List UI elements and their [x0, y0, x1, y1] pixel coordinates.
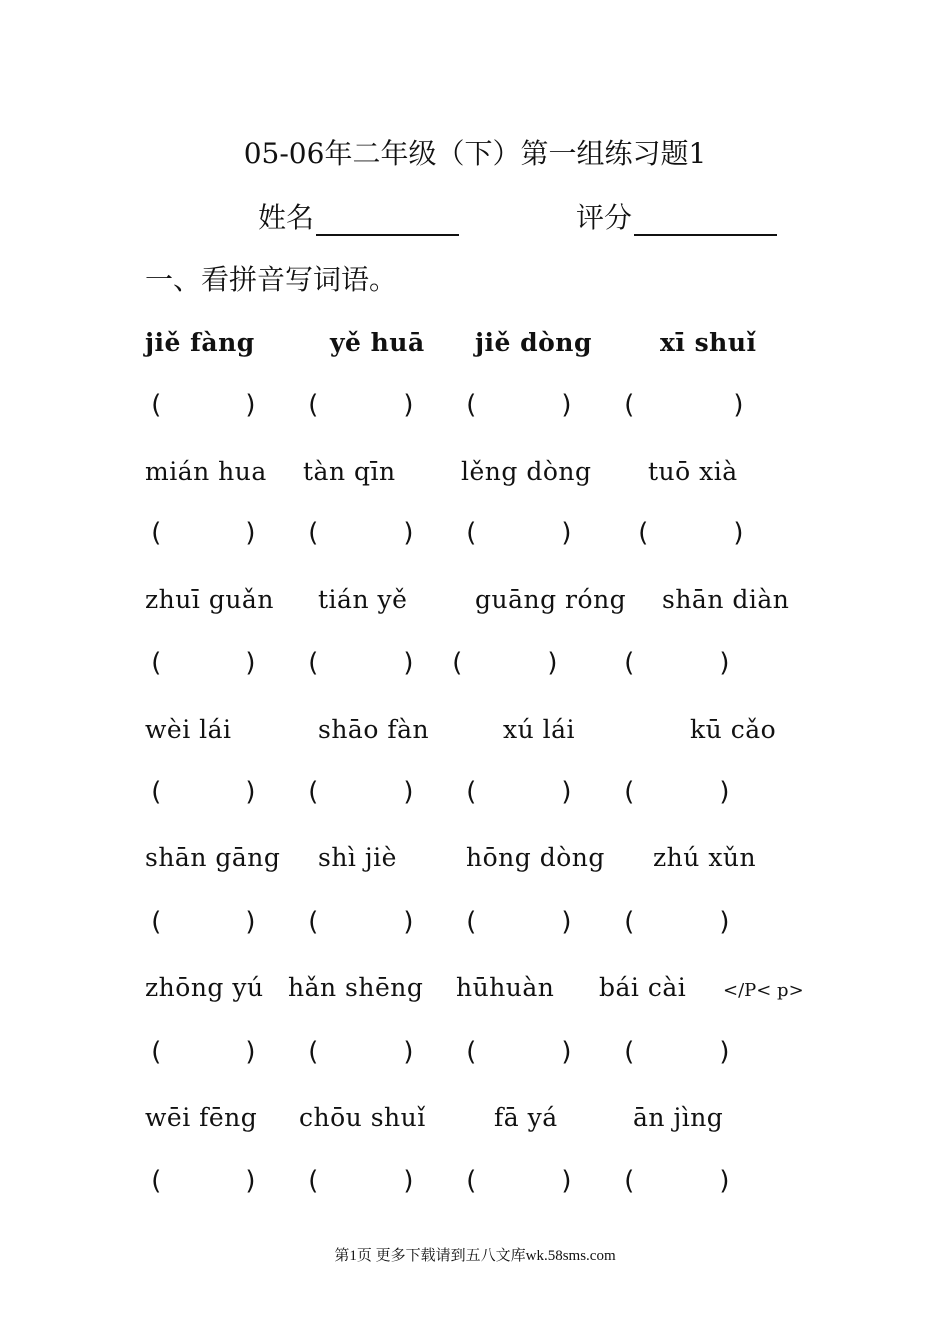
paren-open: ( — [305, 1166, 321, 1196]
pinyin-item: shān gāng — [145, 843, 281, 872]
pinyin-item: wèi lái — [145, 715, 232, 744]
pinyin-item: shāo fàn — [318, 715, 430, 744]
paren-open: ( — [305, 518, 321, 548]
paren-open: ( — [305, 777, 321, 807]
pinyin-item: yě huā — [330, 328, 425, 357]
paren-close: ) — [243, 1037, 259, 1067]
stray-markup-text: </P< p> — [723, 980, 804, 1001]
paren-close: ) — [559, 518, 575, 548]
paren-close: ) — [731, 518, 747, 548]
pinyin-item: lěng dòng — [461, 457, 592, 486]
paren-open: ( — [463, 390, 479, 420]
paren-close: ) — [717, 1037, 733, 1067]
score-blank[interactable] — [634, 204, 777, 236]
pinyin-item: zhōng yú — [145, 973, 264, 1002]
paren-open: ( — [463, 907, 479, 937]
paren-close: ) — [717, 777, 733, 807]
name-label: 姓名 — [258, 201, 315, 234]
paren-close: ) — [243, 648, 259, 678]
paren-open: ( — [148, 518, 164, 548]
paren-close: ) — [243, 518, 259, 548]
paren-close: ) — [559, 907, 575, 937]
pinyin-item: guāng róng — [475, 585, 627, 614]
pinyin-item: tuō xià — [648, 457, 738, 486]
pinyin-item: zhuī guǎn — [145, 585, 274, 614]
paren-close: ) — [545, 648, 561, 678]
paren-close: ) — [717, 1166, 733, 1196]
page-footer: 第1页 更多下载请到五八文库wk.58sms.com — [334, 1248, 616, 1264]
paren-open: ( — [148, 1166, 164, 1196]
paren-close: ) — [401, 907, 417, 937]
paren-open: ( — [449, 648, 465, 678]
paren-close: ) — [401, 648, 417, 678]
paren-close: ) — [401, 777, 417, 807]
paren-close: ) — [401, 1037, 417, 1067]
paren-close: ) — [559, 390, 575, 420]
paren-open: ( — [621, 1037, 637, 1067]
paren-open: ( — [148, 907, 164, 937]
paren-open: ( — [305, 648, 321, 678]
paren-close: ) — [559, 1037, 575, 1067]
pinyin-item: chōu shuǐ — [299, 1103, 426, 1132]
paren-close: ) — [559, 1166, 575, 1196]
paren-open: ( — [148, 1037, 164, 1067]
paren-close: ) — [243, 777, 259, 807]
paren-close: ) — [401, 1166, 417, 1196]
paren-open: ( — [305, 1037, 321, 1067]
pinyin-item: shān diàn — [662, 585, 790, 614]
paren-open: ( — [621, 390, 637, 420]
paren-close: ) — [243, 1166, 259, 1196]
pinyin-item: hūhuàn — [456, 973, 555, 1002]
pinyin-item: wēi fēng — [145, 1103, 258, 1132]
paren-open: ( — [621, 648, 637, 678]
page-title: 05-06年二年级（下）第一组练习题1 — [243, 137, 707, 170]
paren-close: ) — [243, 907, 259, 937]
paren-close: ) — [717, 907, 733, 937]
name-blank[interactable] — [316, 204, 459, 236]
pinyin-item: jiě dòng — [475, 328, 592, 357]
paren-open: ( — [305, 390, 321, 420]
section-heading: 一、看拼音写词语。 — [145, 263, 398, 296]
paren-open: ( — [148, 648, 164, 678]
pinyin-item: hǎn shēng — [288, 973, 424, 1002]
pinyin-item: mián hua — [145, 457, 267, 486]
paren-close: ) — [559, 777, 575, 807]
pinyin-item: bái cài — [599, 973, 687, 1002]
paren-open: ( — [463, 518, 479, 548]
paren-open: ( — [463, 777, 479, 807]
pinyin-item: zhú xǔn — [653, 843, 757, 872]
name-field — [258, 196, 459, 236]
pinyin-item: jiě fàng — [145, 328, 255, 357]
pinyin-item: shì jiè — [318, 843, 397, 872]
score-label: 评分 — [576, 201, 633, 234]
paren-open: ( — [305, 907, 321, 937]
paren-close: ) — [717, 648, 733, 678]
pinyin-item: hōng dòng — [466, 843, 605, 872]
pinyin-item: xú lái — [503, 715, 576, 744]
paren-open: ( — [635, 518, 651, 548]
pinyin-item: tàn qīn — [303, 457, 396, 486]
pinyin-item: fā yá — [494, 1103, 558, 1132]
pinyin-item: kū cǎo — [690, 715, 777, 744]
paren-close: ) — [243, 390, 259, 420]
pinyin-item: tián yě — [318, 585, 408, 614]
paren-open: ( — [148, 777, 164, 807]
paren-close: ) — [731, 390, 747, 420]
paren-close: ) — [401, 390, 417, 420]
paren-open: ( — [621, 777, 637, 807]
score-field — [576, 196, 777, 236]
paren-open: ( — [463, 1037, 479, 1067]
pinyin-item: ān jìng — [633, 1103, 724, 1132]
paren-open: ( — [621, 1166, 637, 1196]
paren-open: ( — [621, 907, 637, 937]
paren-open: ( — [463, 1166, 479, 1196]
paren-close: ) — [401, 518, 417, 548]
paren-open: ( — [148, 390, 164, 420]
pinyin-item: xī shuǐ — [660, 328, 757, 357]
